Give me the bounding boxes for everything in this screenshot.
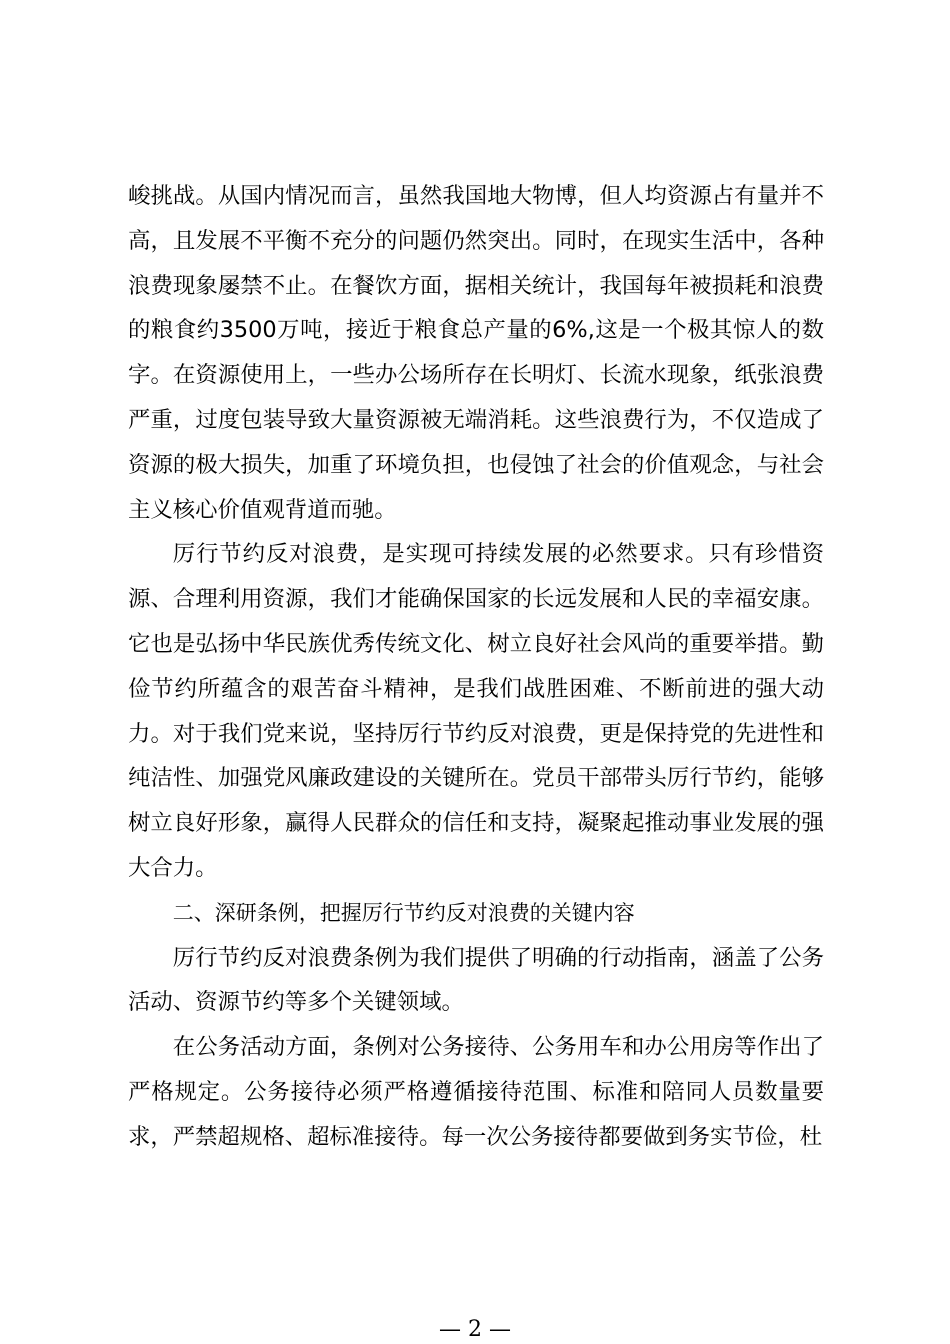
paragraph-sustainable-development: 厉行节约反对浪费，是实现可持续发展的必然要求。只有珍惜资源、合理利用资源，我们才能确保国家的长远发展和人民的幸福安康。它也是弘扬中华民族优秀传统文化、树立良好社会风尚的重要举措。勤俭节约所蕴含的艰苦奋斗精神，是我们战胜困难、不断前进的强大动力。对于我们党来说，坚持厉行节约反对浪费，更是保持党的先进性和纯洁性、加强党风廉政建设的关键所在。党员干部带头厉行节约，能够树立良好形象，赢得人民群众的信任和支持，凝聚起推动事业发展的强大合力。 bbox=[128, 541, 824, 881]
paragraph-official-activities: 在公务活动方面，条例对公务接待、公务用车和办公用房等作出了严格规定。公务接待必须严格遵循接待范围、标准和陪同人员数量要求，严禁超规格、超标准接待。每一次公务接待都要做到务实节俭，杜 bbox=[128, 1034, 824, 1150]
document-body bbox=[128, 174, 824, 1160]
section-heading: 二、深研条例，把握厉行节约反对浪费的关键内容 bbox=[172, 900, 635, 925]
page-number: — 2 — bbox=[439, 1317, 511, 1342]
paragraph-regulation-guide: 厉行节约反对浪费条例为我们提供了明确的行动指南，涵盖了公务活动、资源节约等多个关键领域。 bbox=[128, 944, 824, 1016]
paragraph-continuation: 峻挑战。从国内情况而言，虽然我国地大物博，但人均资源占有量并不高，且发展不平衡不充分的问题仍然突出。同时，在现实生活中，各种浪费现象屡禁不止。在餐饮方面，据相关统计，我国每年被损耗和浪费的粮食约3500万吨，接近于粮食总产量的6%,这是一个极其惊人的数字。在资源使用上，一些办公场所存在长明灯、长流水现象，纸张浪费严重，过度包装导致大量资源被无端消耗。这些浪费行为，不仅造成了资源的极大损失，加重了环境负担，也侵蚀了社会的价值观念，与社会主义核心价值观背道而驰。 bbox=[128, 183, 824, 523]
